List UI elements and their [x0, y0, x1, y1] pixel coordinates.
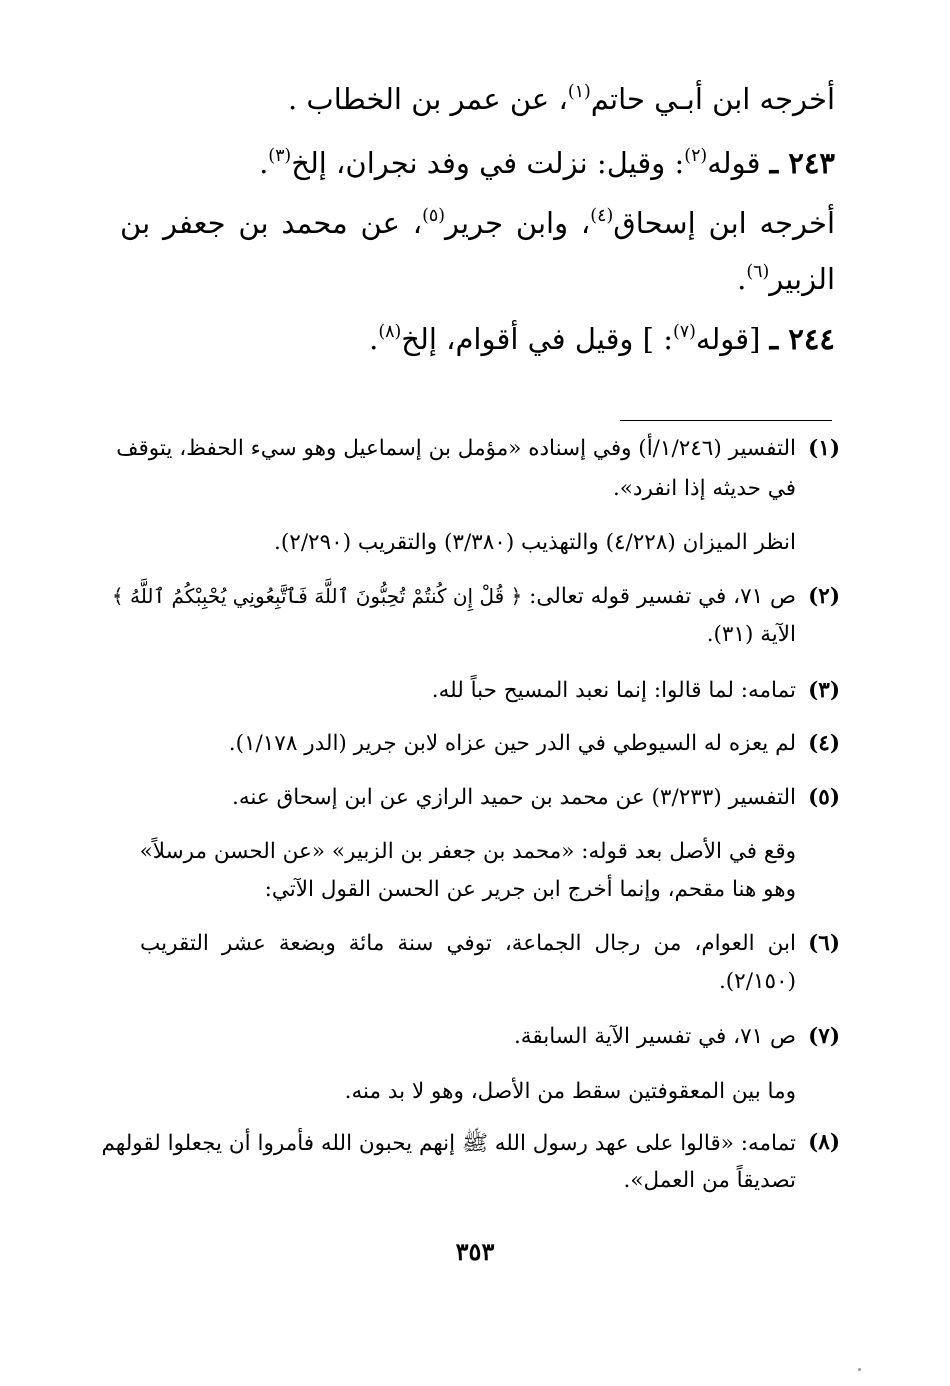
main-line-3 [120, 206, 835, 240]
quran-verse: ﴿ قُلْ إِن كُنتُمْ تُحِبُّونَ ٱللَّهَ فَٱتَّبِعُونِي يُحْبِبْكُمُ ٱللَّهُ ﴾ [111, 584, 523, 608]
footnote-separator [620, 420, 832, 421]
footnote-ref-3[interactable]: (٣) [268, 145, 292, 166]
footnote-ref-2[interactable]: (٢) [684, 145, 708, 166]
footnote-7-line-2: وما بين المعقوفتين سقط من الأصل، وهو لا بد منه. [344, 1079, 796, 1104]
main-line-5-text-a: [قوله [695, 322, 761, 356]
main-line-1-tail: ، عن عمر بن الخطاب . [288, 82, 568, 116]
main-line-4 [737, 262, 835, 296]
main-line-1 [288, 82, 835, 116]
main-line-5 [369, 322, 835, 356]
footnote-ref-1[interactable]: (١) [567, 81, 591, 102]
footnote-1-line-3: انظر الميزان (٤/٢٢٨) والتهذيب (٣/٣٨٠) والتقريب (٢/٢٩٠). [274, 530, 796, 555]
main-line-2 [259, 146, 835, 180]
footnote-3-line-1: تمامه: لما قالوا: إنما نعبد المسيح حباً لله. [431, 678, 796, 703]
footnote-marker: (٨) [808, 1130, 840, 1155]
footnote-marker: (٦) [808, 931, 840, 956]
footnote-marker: (٢) [808, 584, 840, 609]
entry-number-244: ٢٤٤ ـ [769, 322, 835, 356]
footnote-marker: (١) [808, 436, 840, 461]
main-line-5-text-b: : ] وقيل في أقوام، إلخ [401, 322, 673, 356]
footnote-1-line-2: في حديثه إذا انفرد». [612, 476, 796, 501]
footnote-7-line-1: ص ٧١، في تفسير الآية السابقة. [513, 1024, 796, 1049]
footnote-5-line-1: التفسير (٣/٢٣٣) عن محمد بن حميد الرازي عن ابن إسحاق عنه. [232, 785, 796, 810]
main-line-2-text-c: . [259, 146, 269, 180]
main-line-1-text: أخرجه ابن أبـي حاتم [590, 82, 835, 116]
footnote-4-line-1: لم يعزه له السيوطي في الدر حين عزاه لابن جرير (الدر ١/١٧٨). [228, 731, 796, 756]
main-line-4-text-a: الزبير [769, 262, 835, 296]
footnote-marker: (٧) [808, 1024, 840, 1049]
main-line-3-text-b: ، وابن جرير [445, 206, 591, 240]
footnote-ref-4[interactable]: (٤) [590, 205, 614, 226]
footnote-2-text: ص ٧١، في تفسير قوله تعالى: [529, 584, 796, 609]
entry-number-243: ٢٤٣ ـ [769, 146, 835, 180]
page-number: ٣٥٣ [455, 1237, 495, 1266]
footnote-marker: (٤) [808, 731, 840, 756]
main-line-2-text-b: : وقيل: نزلت في وفد نجران، إلخ [291, 146, 685, 180]
footnote-2-line-2: الآية (٣١). [706, 622, 796, 647]
footnote-ref-8[interactable]: (٨) [378, 321, 402, 342]
footnote-8-line-2: تصديقاً من العمل». [623, 1168, 796, 1193]
footnote-5-line-2: وقع في الأصل بعد قوله: «محمد بن جعفر بن الزبير» «عن الحسن مرسلاً» [139, 839, 796, 864]
main-line-3-text-a: أخرجه ابن إسحاق [613, 206, 835, 240]
footnote-marker: (٥) [808, 785, 840, 810]
footnote-5-line-3: وهو هنا مقحم، وإنما أخرج ابن جرير عن الحسن القول الآتي: [264, 877, 796, 902]
footnote-8-line-1: تمامه: «قالوا على عهد رسول الله ﷺ إنهم يحبون الله فأمروا أن يجعلوا لقولهم [101, 1131, 796, 1156]
footnote-ref-5[interactable]: (٥) [422, 205, 446, 226]
main-line-4-text-b: . [737, 262, 747, 296]
footnote-2-line-1 [112, 584, 796, 609]
main-line-3-text-c: ، عن محمد بن جعفر بن [120, 206, 423, 240]
footnote-marker: (٣) [808, 678, 840, 703]
footnote-ref-7[interactable]: (٧) [672, 321, 696, 342]
main-line-2-text-a: قوله [707, 146, 761, 180]
footnote-ref-6[interactable]: (٦) [746, 261, 770, 282]
scan-speck [858, 1368, 861, 1371]
main-line-5-text-c: . [369, 322, 379, 356]
footnote-6-line-1: ابن العوام، من رجال الجماعة، توفي سنة مائة وبضعة عشر التقريب [140, 931, 796, 956]
footnote-1-line-1: التفسير (١/٢٤٦/أ) وفي إسناده «مؤمل بن إسماعيل وهو سيء الحفظ، يتوقف [116, 436, 796, 461]
footnote-6-line-2: (٢/١٥٠). [718, 969, 796, 994]
